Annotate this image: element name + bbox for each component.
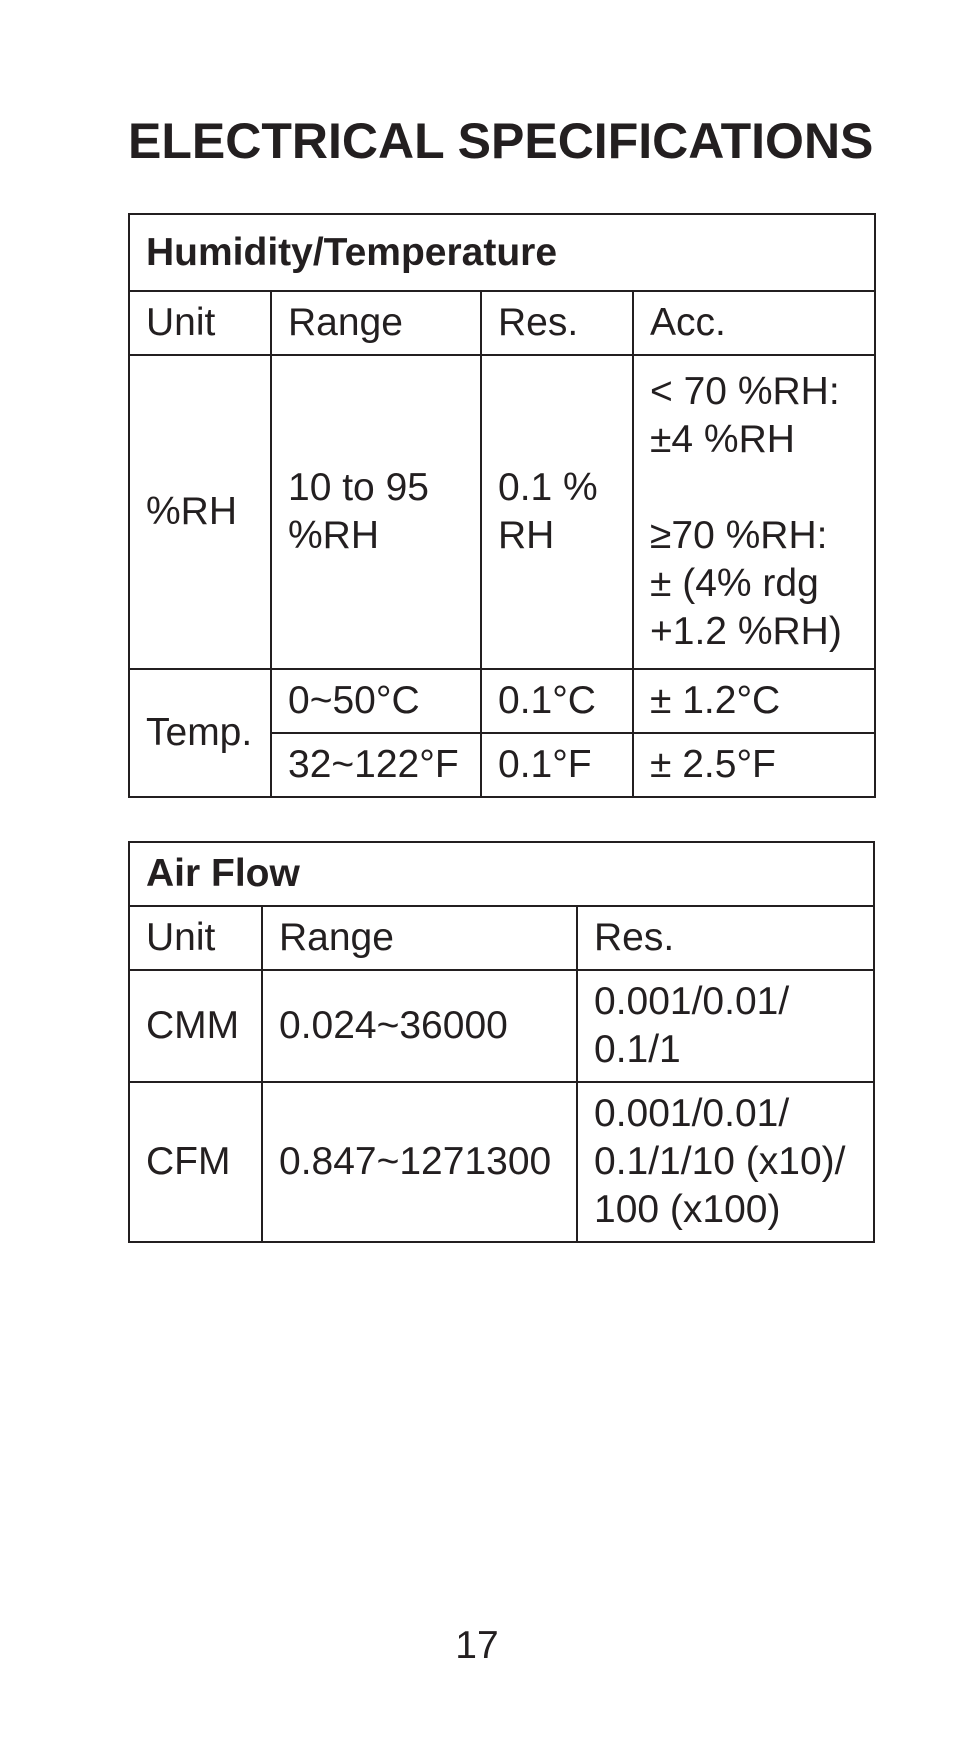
table-row bbox=[129, 355, 875, 669]
accuracy-cell: ± 2.5°F bbox=[633, 733, 875, 797]
unit-cell: %RH bbox=[129, 355, 271, 669]
resolution-line: 0.1/1/10 (x10)/ bbox=[594, 1140, 846, 1183]
table-caption: Air Flow bbox=[129, 842, 874, 906]
resolution-line: 0.1 % bbox=[498, 466, 598, 509]
unit-cell: Temp. bbox=[129, 669, 271, 797]
table-row bbox=[129, 669, 875, 733]
range-line: %RH bbox=[288, 514, 380, 557]
page-title: ELECTRICAL SPECIFICATIONS bbox=[128, 113, 874, 169]
accuracy-cell bbox=[633, 355, 875, 669]
accuracy-line: +1.2 %RH) bbox=[650, 610, 842, 653]
accuracy-line: ± (4% rdg bbox=[650, 562, 819, 605]
table-caption: Humidity/Temperature bbox=[129, 214, 875, 291]
table-row bbox=[129, 970, 874, 1082]
accuracy-line: < 70 %RH: bbox=[650, 370, 840, 413]
table-caption-row bbox=[129, 842, 874, 906]
column-header: Res. bbox=[481, 291, 633, 355]
accuracy-line: ±4 %RH bbox=[650, 418, 795, 461]
resolution-line: RH bbox=[498, 514, 555, 557]
range-cell: 0~50°C bbox=[271, 669, 481, 733]
resolution-cell bbox=[577, 970, 874, 1082]
resolution-cell bbox=[481, 355, 633, 669]
range-cell: 0.847~1271300 bbox=[262, 1082, 577, 1242]
range-cell: 0.024~36000 bbox=[262, 970, 577, 1082]
unit-cell: CFM bbox=[129, 1082, 262, 1242]
resolution-cell: 0.1°C bbox=[481, 669, 633, 733]
accuracy-cell: ± 1.2°C bbox=[633, 669, 875, 733]
resolution-line: 0.001/0.01/ bbox=[594, 980, 790, 1023]
humidity-temperature-table bbox=[128, 213, 876, 798]
table-header-row bbox=[129, 291, 875, 355]
accuracy-line: ≥70 %RH: bbox=[650, 514, 828, 557]
table-row bbox=[129, 1082, 874, 1242]
air-flow-table bbox=[128, 841, 875, 1243]
range-cell: 32~122°F bbox=[271, 733, 481, 797]
column-header: Range bbox=[271, 291, 481, 355]
column-header: Unit bbox=[129, 291, 271, 355]
resolution-cell: 0.1°F bbox=[481, 733, 633, 797]
resolution-line: 0.1/1 bbox=[594, 1028, 681, 1071]
column-header: Unit bbox=[129, 906, 262, 970]
table-caption-row bbox=[129, 214, 875, 291]
column-header: Res. bbox=[577, 906, 874, 970]
table-header-row bbox=[129, 906, 874, 970]
unit-cell: CMM bbox=[129, 970, 262, 1082]
range-line: 10 to 95 bbox=[288, 466, 429, 509]
resolution-line: 0.001/0.01/ bbox=[594, 1092, 790, 1135]
column-header: Acc. bbox=[633, 291, 875, 355]
column-header: Range bbox=[262, 906, 577, 970]
page-number: 17 bbox=[455, 1624, 499, 1667]
resolution-line: 100 (x100) bbox=[594, 1188, 781, 1231]
accuracy-spacer bbox=[650, 464, 874, 512]
range-cell bbox=[271, 355, 481, 669]
resolution-cell bbox=[577, 1082, 874, 1242]
